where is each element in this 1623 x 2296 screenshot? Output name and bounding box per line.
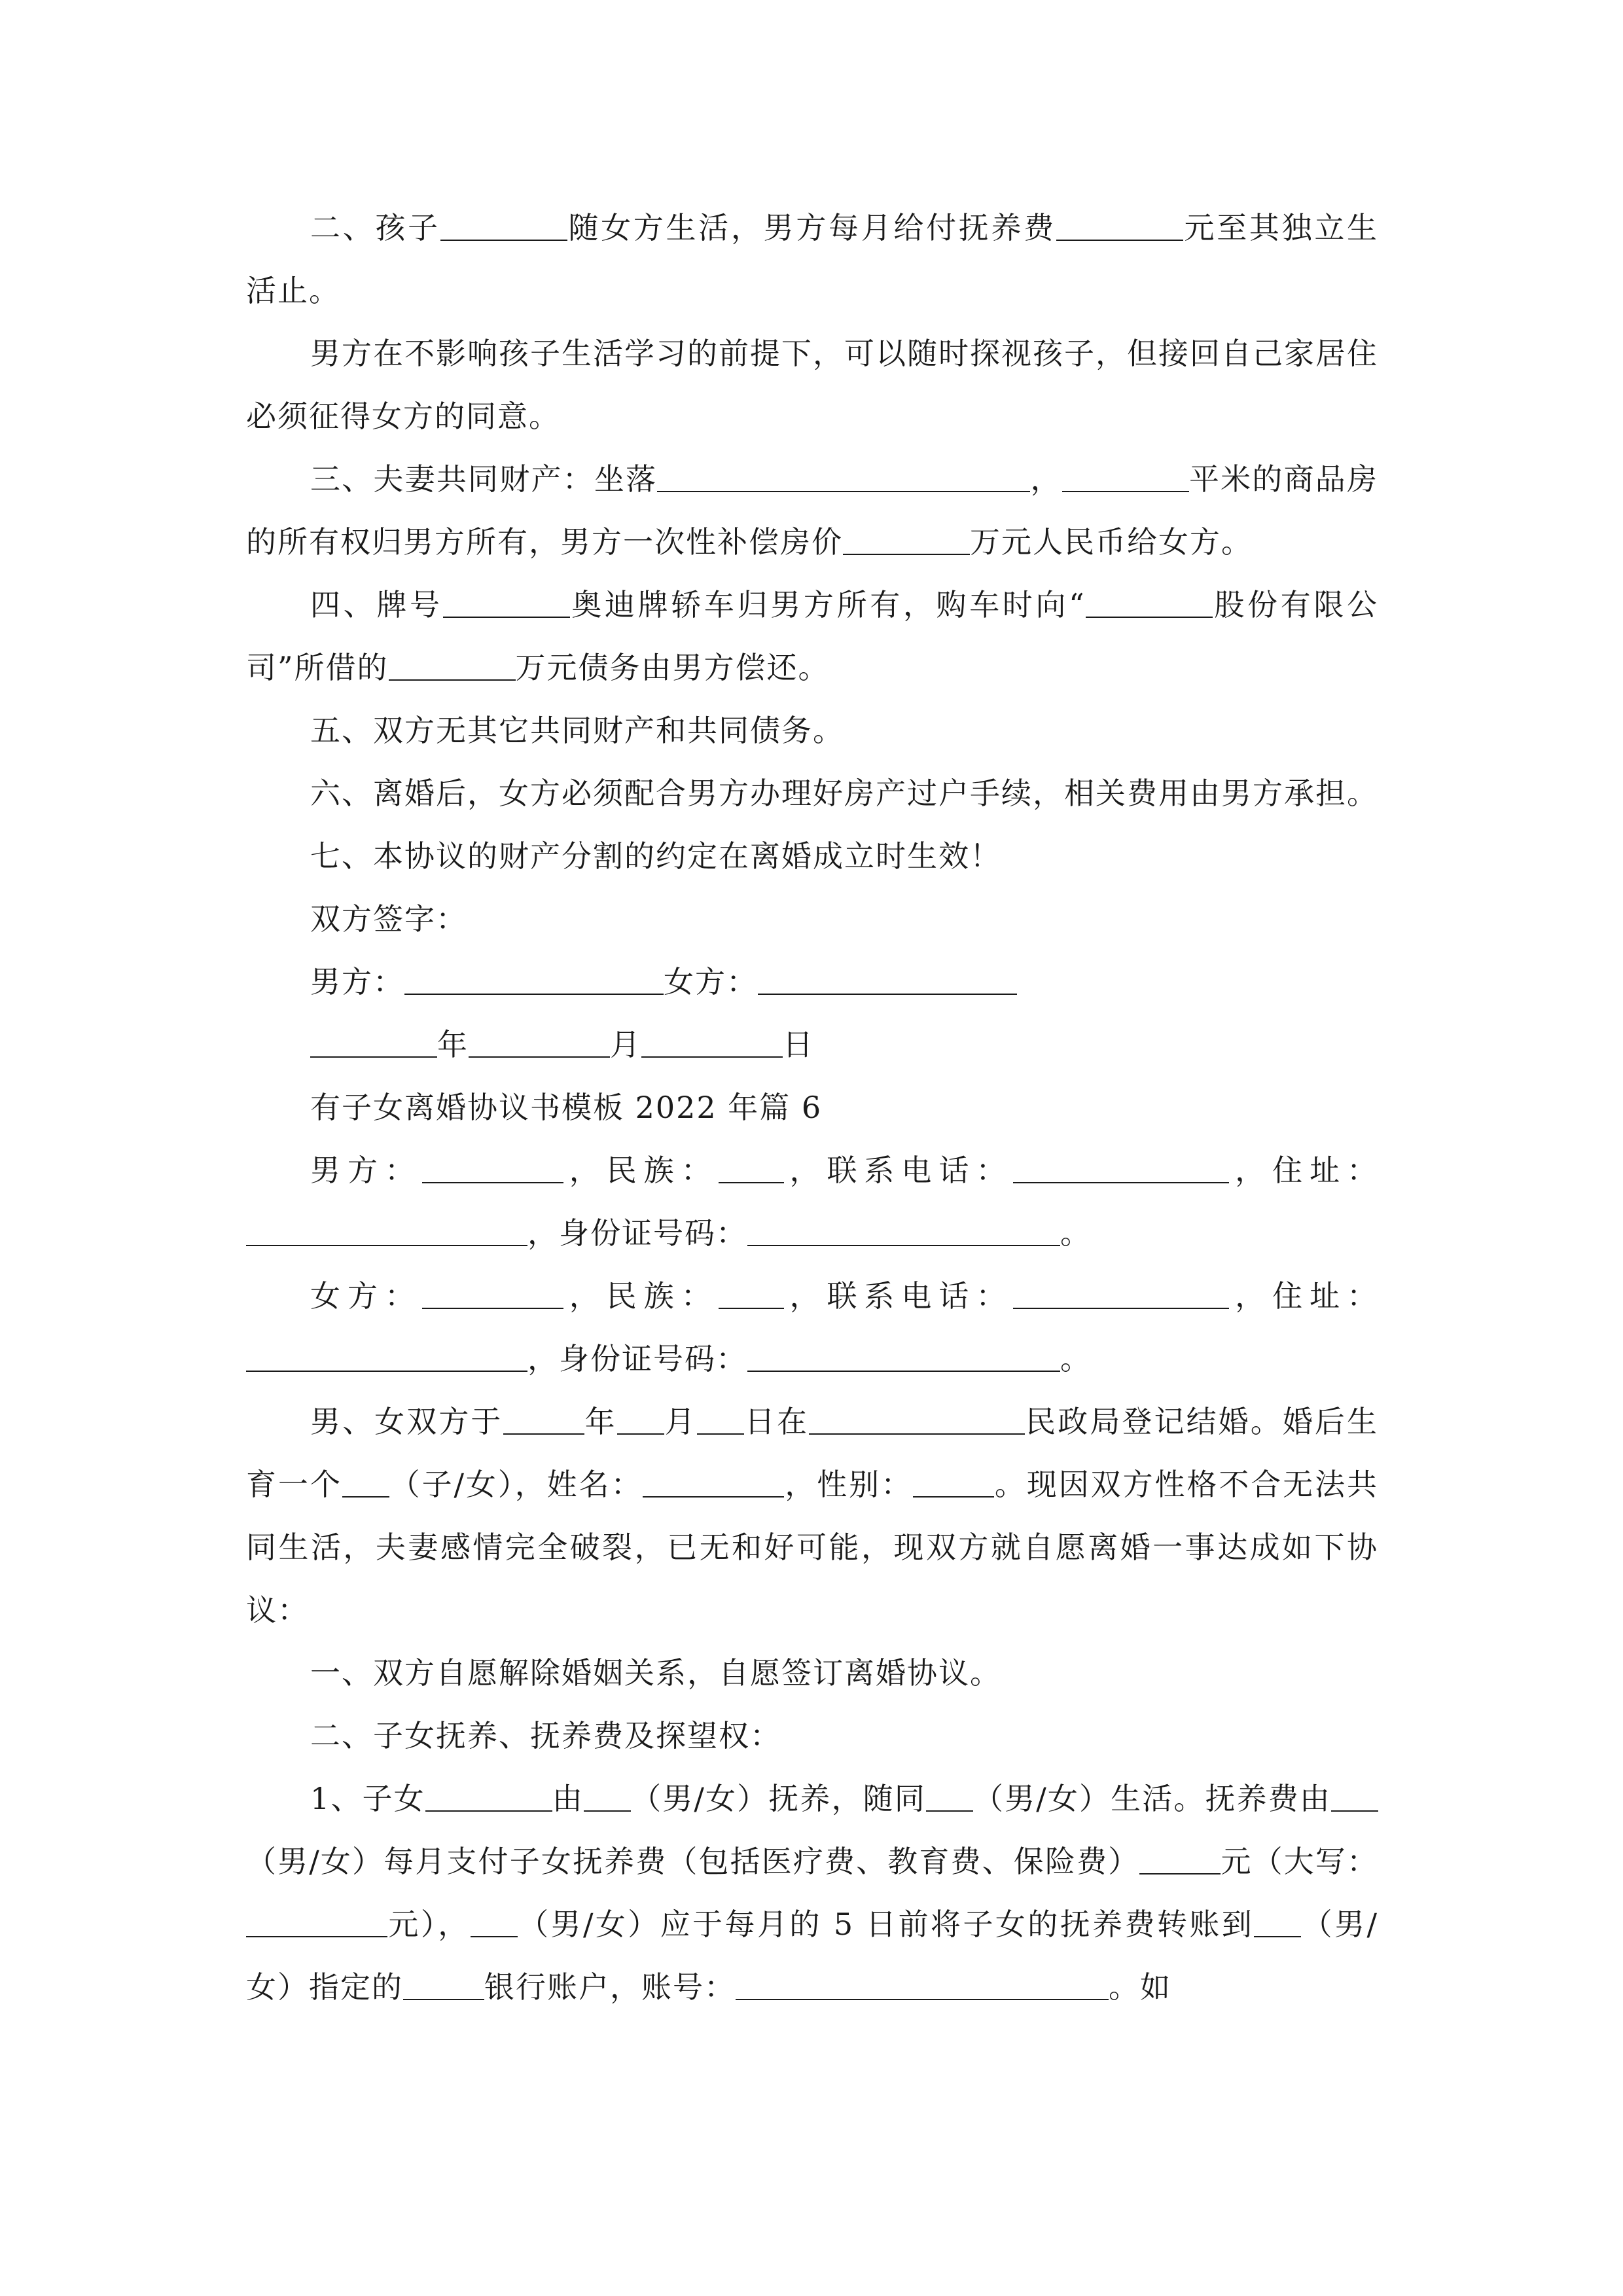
signature-title: 双方签字： xyxy=(310,901,467,937)
female-phone-field[interactable] xyxy=(1013,1282,1229,1309)
blank-support-amount[interactable] xyxy=(1056,213,1183,241)
custody-clause-1: 1、子女 由 （男/女）抚养，随同 （男/女）生活。抚养费由（男/女）每月支付子女抚养费（包括医疗费、教育费、保险费） 元（大写：元）， （男/女）应于每月的 5 日前将子女的抚养费转账到 （男/女）指定的 银行账户，账号： 。如 xyxy=(246,1781,1379,2005)
marriage-month-field[interactable] xyxy=(617,1407,664,1435)
blank-area[interactable] xyxy=(1062,465,1189,492)
support-amount-field[interactable] xyxy=(1139,1847,1221,1874)
recipient-field[interactable] xyxy=(1254,1910,1301,1937)
marriage-day-field[interactable] xyxy=(697,1407,744,1435)
transfer-payer-field[interactable] xyxy=(471,1910,518,1937)
male-ethnic-field[interactable] xyxy=(719,1156,784,1183)
female-name-field[interactable] xyxy=(422,1282,563,1309)
clause-transfer: 六、离婚后，女方必须配合男方办理好房产过户手续，相关费用由男方承担。 xyxy=(310,776,1378,811)
blank-child-name[interactable] xyxy=(440,213,567,241)
male-party-info: 男方： ，民族： ，联系电话： ，住址：，身份证号码： 。 xyxy=(246,1139,1378,1265)
custodian-field[interactable] xyxy=(584,1784,631,1812)
child-count-field[interactable] xyxy=(342,1470,389,1498)
blank-property-location[interactable] xyxy=(657,465,1030,492)
payer-field[interactable] xyxy=(1331,1784,1378,1812)
blank-company[interactable] xyxy=(1086,590,1213,618)
female-party-info: 女方： ，民族： ，联系电话： ，住址：，身份证号码： 。 xyxy=(246,1265,1378,1390)
item-custody-title: 二、子女抚养、抚养费及探望权： xyxy=(310,1718,781,1753)
signature-line: 男方： 女方： xyxy=(246,950,1378,1013)
blank-debt-amount[interactable] xyxy=(389,653,516,681)
day-field[interactable] xyxy=(641,1030,783,1058)
year-field[interactable] xyxy=(310,1030,437,1058)
support-amount-words-field[interactable] xyxy=(246,1910,387,1937)
document-page xyxy=(246,196,1378,2018)
section-title: 有子女离婚协议书模板 2022 年篇 6 xyxy=(310,1090,823,1125)
clause-visitation: 男方在不影响孩子生活学习的前提下，可以随时探视孩子，但接回自己家居住必须征得女方的同意。 xyxy=(246,336,1378,434)
marriage-registration: 男、女双方于 年 月 日在 民政局登记结婚。婚后生育一个 （子/女），姓名： ，性别： 。现因双方性格不合无法共同生活，夫妻感情完全破裂，已无和好可能，现双方就自愿离婚一事达成如下协议： xyxy=(246,1404,1379,1628)
clause-property: 三、夫妻共同财产：坐落 ， 平米的商品房的所有权归男方所有，男方一次性补偿房价 万元人民币给女方。 xyxy=(246,461,1379,560)
clause-no-other-property: 五、双方无其它共同财产和共同债务。 xyxy=(310,713,844,748)
child-name-field[interactable] xyxy=(643,1470,784,1498)
female-ethnic-field[interactable] xyxy=(719,1282,784,1309)
registration-office-field[interactable] xyxy=(809,1407,1025,1435)
date-line: 年 月 日 xyxy=(246,1013,1378,1076)
female-address-field[interactable] xyxy=(246,1344,527,1372)
male-id-field[interactable] xyxy=(747,1219,1060,1246)
child-gender-field[interactable] xyxy=(913,1470,994,1498)
blank-compensation[interactable] xyxy=(843,528,970,555)
female-signature-field[interactable] xyxy=(758,967,1017,995)
bank-name-field[interactable] xyxy=(403,1973,484,2000)
live-with-field[interactable] xyxy=(926,1784,973,1812)
female-id-field[interactable] xyxy=(747,1344,1060,1372)
male-phone-field[interactable] xyxy=(1013,1156,1229,1183)
male-signature-field[interactable] xyxy=(404,967,664,995)
item-dissolution: 一、双方自愿解除婚姻关系，自愿签订离婚协议。 xyxy=(310,1655,1001,1691)
account-number-field[interactable] xyxy=(736,1973,1109,2000)
male-address-field[interactable] xyxy=(246,1219,527,1246)
clause-vehicle: 四、牌号 奥迪牌轿车归男方所有，购车时向“ 股份有限公司”所借的 万元债务由男方偿还。 xyxy=(246,587,1378,685)
clause-effective: 七、本协议的财产分割的约定在离婚成立时生效！ xyxy=(310,838,1001,874)
marriage-year-field[interactable] xyxy=(503,1407,584,1435)
custody-child-field[interactable] xyxy=(425,1784,552,1812)
clause-child-custody: 二、孩子 随女方生活，男方每月给付抚养费 元至其独立生活止。 xyxy=(246,210,1379,308)
blank-plate-number[interactable] xyxy=(443,590,570,618)
male-name-field[interactable] xyxy=(422,1156,563,1183)
month-field[interactable] xyxy=(469,1030,610,1058)
